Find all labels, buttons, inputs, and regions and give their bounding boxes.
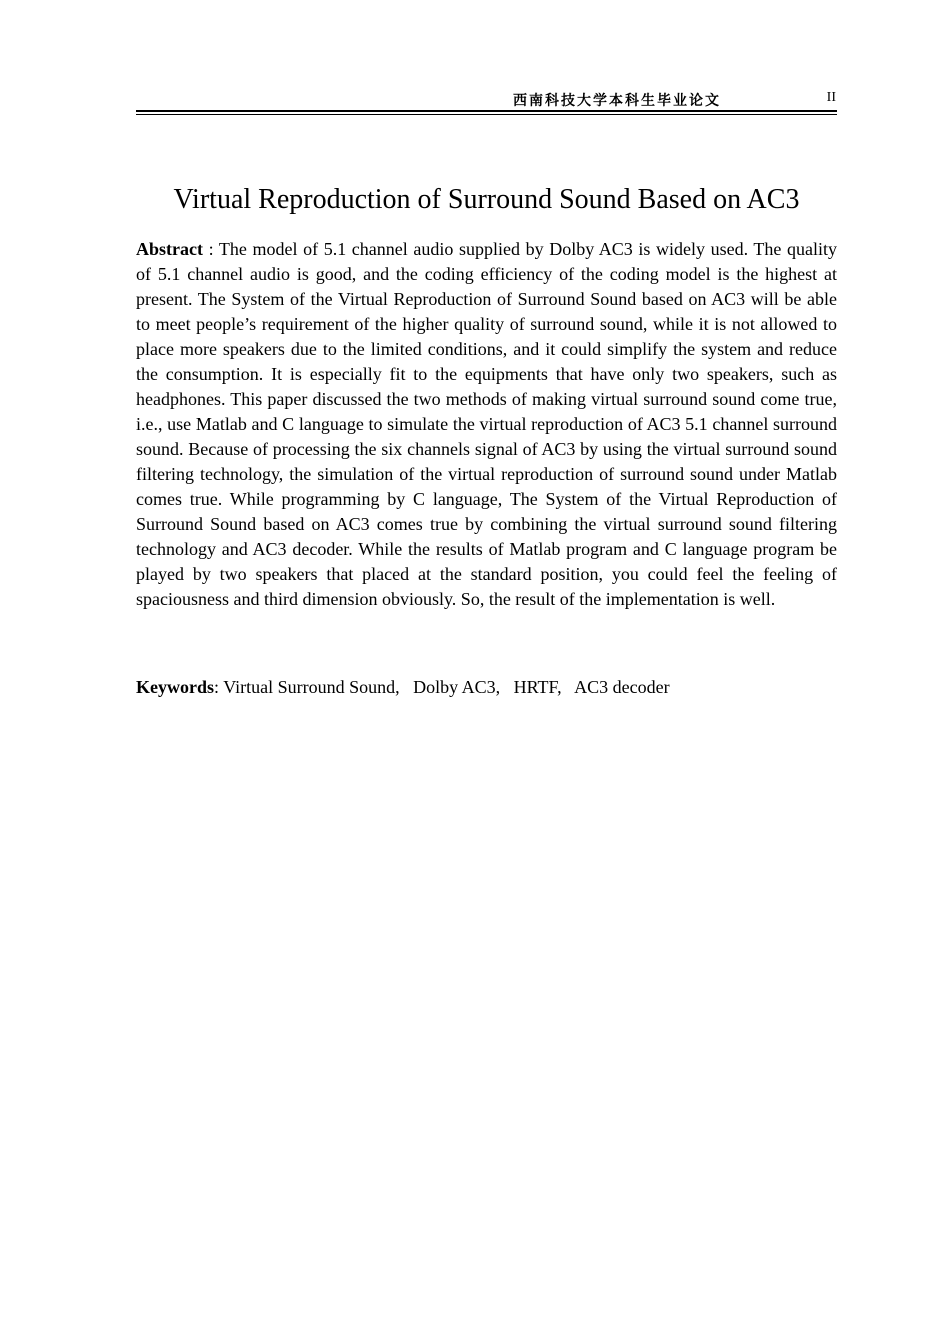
abstract-separator: : — [202, 239, 219, 259]
keyword-item: AC3 decoder — [574, 677, 670, 697]
keyword-item: Virtual Surround Sound, — [223, 677, 400, 697]
keywords-label: Keywords — [136, 677, 214, 697]
keyword-item: Dolby AC3, — [413, 677, 501, 697]
abstract-label: Abstract — [136, 239, 203, 259]
header-title: 西南科技大学本科生毕业论文 — [513, 94, 721, 109]
abstract-text: The model of 5.1 channel audio supplied by Dolby AC3 is widely used. The quality of 5.1 channel audio is good, and the coding efficiency of the coding model is the highest at present. The System of the Virtual Reproduction of Surround Sound based on AC3 will be able to meet people’s requirement of the higher quality of surround sound, while it is not allowed to place more speakers due to the limited conditions, and it could simplify the system and reduce the consumption. It is especially fit to the equipments that have only two speakers, such as headphones. This paper discussed the two methods of making virtual surround sound come true, i.e., use Matlab and C language to simulate the virtual reproduction of AC3 5.1 channel surround sound. Because of processing the six channels signal of AC3 by using the virtual surround sound filtering technology, the simulation of the virtual reproduction of surround sound under Matlab comes true. While programming by C language, The System of the Virtual Reproduction of Surround Sound based on AC3 comes true by combining the virtual surround sound filtering technology and AC3 decoder. While the results of Matlab program and C language program be played by two speakers that placed at the standard position, you could feel the feeling of spaciousness and third dimension obviously. So, the result of the implementation is well. — [136, 239, 837, 609]
abstract-paragraph — [136, 237, 837, 612]
keyword-item: HRTF, — [513, 677, 562, 697]
paper-title: Virtual Reproduction of Surround Sound Based on AC3 — [173, 184, 800, 215]
keywords-paragraph — [136, 675, 837, 700]
keywords-separator: : — [214, 677, 224, 697]
header-rule — [136, 110, 837, 112]
header-rule-thin — [136, 114, 837, 115]
page-header — [136, 86, 837, 110]
page-number: II — [826, 90, 836, 105]
